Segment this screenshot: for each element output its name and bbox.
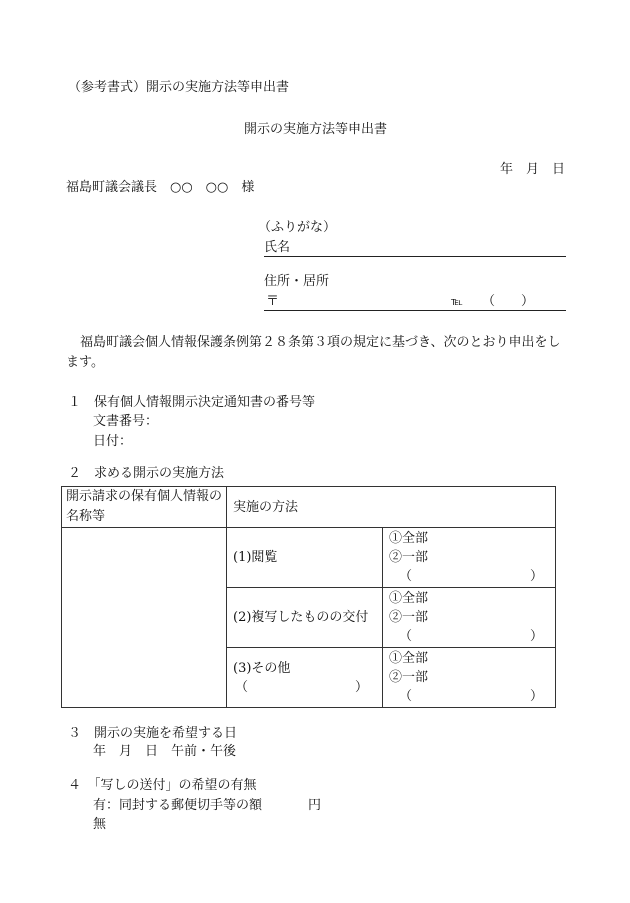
method-other-label: (3)その他 — [233, 660, 291, 676]
paren-close: ） — [530, 689, 544, 704]
section-2-heading: ２ 求める開示の実施方法 — [68, 466, 225, 481]
option-partial[interactable]: ②一部 — [389, 550, 429, 565]
tel-paren: （ ） — [482, 294, 535, 309]
paren-open: （ — [399, 569, 413, 584]
section-4-heading: ４ 「写しの送付」の希望の有無 — [68, 778, 257, 793]
method-copy-options — [383, 588, 556, 648]
date-line: 年 月 日 — [500, 162, 566, 177]
notice-date-label: 日付： — [93, 434, 133, 449]
col-header-method: 実施の方法 — [227, 487, 556, 528]
disclosure-method-table — [61, 486, 556, 708]
paren-close: ） — [354, 679, 368, 695]
method-viewing-options — [383, 528, 556, 588]
partial-detail-field[interactable] — [389, 567, 555, 586]
partial-detail-field[interactable] — [389, 627, 555, 646]
name-field-line[interactable] — [264, 256, 566, 257]
paren-close: ） — [530, 569, 544, 584]
paren-close: ） — [530, 629, 544, 644]
option-partial[interactable]: ②一部 — [389, 610, 429, 625]
copy-delivery-yes: 有：同封する郵便切手等の額 — [93, 798, 263, 813]
method-viewing: (1)閲覧 — [227, 528, 383, 588]
paren-open: （ — [235, 679, 249, 695]
paren-open: （ — [399, 689, 413, 704]
document-title: 開示の実施方法等申出書 — [244, 122, 388, 137]
intro-line-2: ます。 — [66, 355, 104, 370]
desired-date-detail: 年 月 日 午前・午後 — [93, 744, 237, 759]
method-copy-delivery: (2)複写したものの交付 — [227, 588, 383, 648]
info-name-cell[interactable] — [62, 528, 227, 708]
reference-form-label: （参考書式）開示の実施方法等申出書 — [68, 80, 290, 95]
col-header-info-name: 開示請求の保有個人情報の名称等 — [62, 487, 227, 528]
address-field-line[interactable] — [264, 310, 566, 311]
section-3-heading: ３ 開示の実施を希望する日 — [68, 726, 238, 741]
method-other-options — [383, 648, 556, 708]
partial-detail-field[interactable] — [389, 687, 555, 706]
section-1-heading: １ 保有個人情報開示決定通知書の番号等 — [68, 395, 316, 410]
postal-mark: 〒 — [266, 294, 280, 309]
intro-line-1: 福島町議会個人情報保護条例第２８条第３項の規定に基づき、次のとおり申出をし — [80, 335, 561, 350]
option-all[interactable]: ①全部 — [389, 651, 429, 666]
method-other — [227, 648, 383, 708]
doc-number-label: 文書番号： — [93, 414, 159, 429]
option-partial[interactable]: ②一部 — [389, 670, 429, 685]
option-all[interactable]: ①全部 — [389, 531, 429, 546]
option-all[interactable]: ①全部 — [389, 591, 429, 606]
tel-label: ℡ — [451, 295, 463, 308]
paren-open: （ — [399, 629, 413, 644]
address-label: 住所・居所 — [264, 274, 330, 289]
copy-delivery-no: 無 — [93, 817, 107, 832]
name-label: 氏名 — [264, 240, 291, 255]
other-detail-field[interactable] — [233, 678, 382, 697]
yen-unit: 円 — [308, 798, 322, 813]
addressee: 福島町議会議長 ○○ ○○ 様 — [66, 180, 255, 195]
furigana-label: （ふりがな） — [258, 220, 337, 235]
